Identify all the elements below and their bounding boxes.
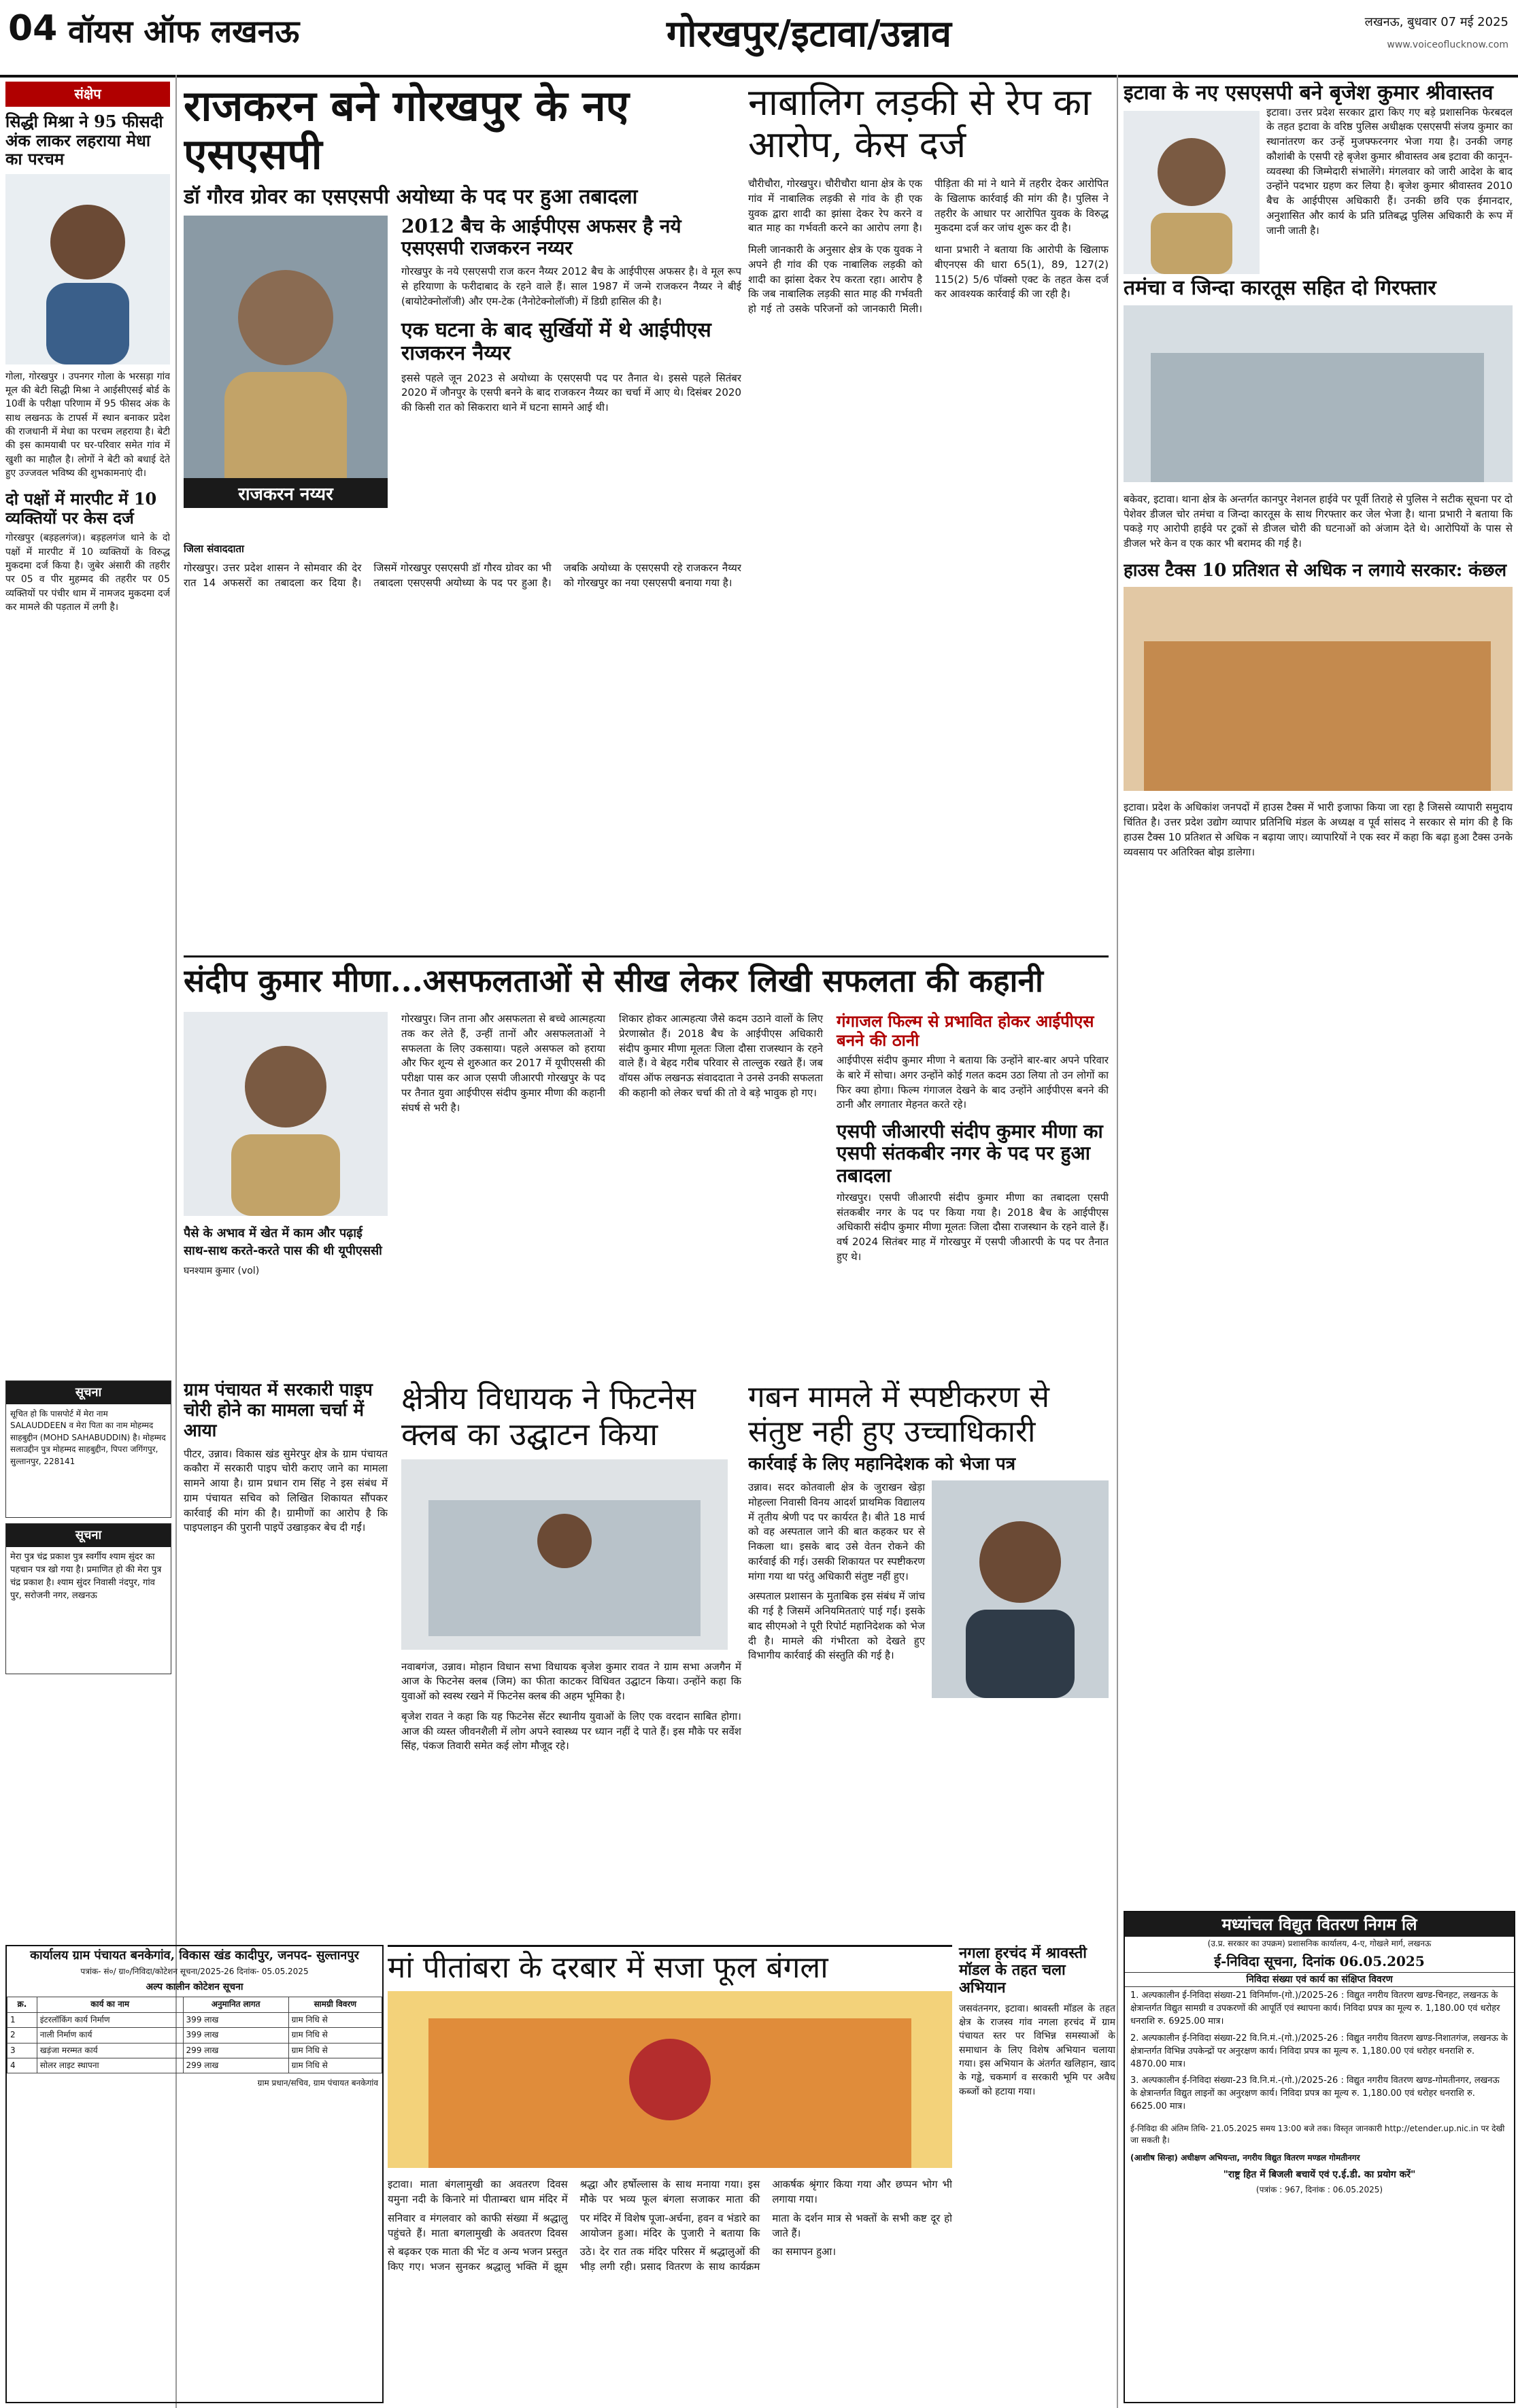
- vidyut-footer: ई-निविदा की अंतिम तिथि- 21.05.2025 समय 13:00 बजे तक। विस्तृत जानकारी http://etender.up.nic.in पर देखी जा सकती है।: [1130, 2123, 1505, 2146]
- table-cell: सोलर लाइट स्थापना: [37, 2058, 183, 2073]
- lead-body-1: गोरखपुर के नये एसएसपी राज करन नैय्यर 2012 बैच के आईपीएस अफसर है। वे मूल रूप से हरियाणा के फरीदाबाद के रहने वाले हैं। साल 1987 में जन्मे राजकरन नैय्यर ने बीई (बायोटेक्नोलॉजी) और एम-टेक (नैनोटेक्नोलॉजी) में डिग्री हासिल की है।: [401, 265, 741, 307]
- lead-sub2: 2012 बैच के आईपीएस अफसर है नये एसएसपी राजकरन नय्यर: [401, 215, 681, 260]
- etawah-headline: इटावा के नए एसएसपी बने बृजेश कुमार श्रीवास्तव: [1124, 82, 1494, 105]
- gym-photo: [401, 1459, 728, 1650]
- rape-body-2: मिली जानकारी के अनुसार क्षेत्र के एक युवक ने अपने ही गांव की एक नाबालिक लड़की को शादी का झांसा देकर रेप करता रहा। आरोप है कि जब नाबालिक लड़की सात माह की गर्भवती हो गई तो उसके परिजनों को जानकारी मिली। थाना प्रभारी ने बताया कि आरोपी के खिलाफ बीएनएस की धारा 65(1), 89, 127(2) 115(2) 5/6 पॉक्सो एक्ट के तहत केस दर्ज कर आवश्यक कार्रवाई की जा रही है।: [748, 243, 1109, 316]
- shravasti-story: [952, 1945, 1115, 2407]
- lead-body-2: इससे पहले जून 2023 से अयोध्या के एसएसपी पद पर तैनात थे। इससे पहले सितंबर 2020 में जौनपुर के एसपी बनने के बाद राजकरन नैय्यर का चर्चा में आए थे। दिसंबर 2020 की किसी रात को सिकरारा थाने में घटना सामने आई थी।: [401, 371, 741, 414]
- table-row: [7, 2043, 382, 2058]
- vidyut-title: ई-निविदा सूचना, दिनांक 06.05.2025: [1214, 1952, 1425, 1969]
- notice-box-1: [5, 1380, 171, 1518]
- vidyut-org-sub: (उ.प्र. सरकार का उपक्रम) प्रशासनिक कार्यालय, 4-ए, गोखले मार्ग, लखनऊ: [1207, 1938, 1432, 1948]
- tender-left-table: [7, 1997, 382, 2073]
- page-number: 04: [8, 8, 58, 49]
- table-cell: ग्राम निधि से: [288, 2012, 382, 2027]
- ssp-photo-caption: राजकरन नय्यर: [184, 478, 388, 508]
- gaban-body: उन्नाव। सदर कोतवाली क्षेत्र के जुराखन खेड़ा मोहल्ला निवासी विनय आदर्श प्राथमिक विद्यालय में तृतीय श्रेणी पद पर कार्यरत है। बीते 18 मार्च को वह अस्पताल जाने की बात कहकर घर से निकला था। इसके बाद उसे वेतन रोकने की कार्रवाई की गई। उसकी शिकायत पर स्पष्टीकरण मांगा गया था परंतु अधिकारी संतुष्ट नहीं हुए।: [748, 1481, 925, 1582]
- etawah-sub-photo: [1124, 305, 1513, 482]
- shravasti-headline: नगला हरचंद में श्रावस्ती मॉडल के तहत चला अभियान: [959, 1945, 1087, 1997]
- table-cell: इंटरलॉकिंग कार्य निर्माण: [37, 2012, 183, 2027]
- etawah-body: इटावा। उत्तर प्रदेश सरकार द्वारा किए गए बड़े प्रशासनिक फेरबदल के तहत इटावा के वरिष्ठ पुलिस अधीक्षक एसएसपी संजय कुमार का स्थानांतरण कर उन्हें मुजफ्फरनगर भेजा गया है। उनकी जगह कौशांबी के एसपी रहे बृजेश कुमार श्रीवास्तव अब इटावा की कानून-व्यवस्था की जिम्मेदारी संभालेंगे। मंगलवार को जारी आदेश के बाद उन्होंने पदभार ग्रहण कर लिया है। बृजेश कुमार श्रीवास्तव 2010 बैच के आईपीएस अधिकारी हैं। उनकी छवि एक ईमानदार, अनुशासित और कार्य के प्रति प्रतिबद्ध पुलिस अधिकारी के रूप में जानी जाती है।: [1266, 105, 1513, 237]
- tender-left: [5, 1945, 384, 2403]
- notice-body-2: मेरा पुत्र चंद्र प्रकाश पुत्र स्वर्गीय श्याम सुंदर का पहचान पत्र खो गया है। प्रमाणित हो की मेरा पुत्र चंद्र प्रकाश है। श्याम सुंदर निवासी नंदपुर, गांव पुर, सरोजनी नगर, लखनऊ: [10, 1552, 162, 1601]
- dateline: लखनऊ, बुधवार 07 मई 2025: [1364, 15, 1508, 29]
- vidyut-ref: (पत्रांक : 967, दिनांक : 06.05.2025): [1255, 2185, 1383, 2195]
- masthead: [0, 0, 1518, 78]
- brief-headline-2: दो पक्षों में मारपीट में 10 व्यक्तियों पर केस दर्ज: [5, 489, 157, 528]
- etawah-body-2: बकेवर, इटावा। थाना क्षेत्र के अन्तर्गत कानपुर नेशनल हाईवे पर पूर्वी तिराहे से पुलिस ने सटीक सूचना पर दो पेशेवर डीजल चोर तमंचा व जिन्दा कारतूस के साथ गिरफ्तार कर जेल भेजा है। थाना प्रभारी ने बताया कि पकड़े गए आरोपी हाईवे पर ट्रकों से डीजल चोरी की घटनाओं को अंजाम देते थे। आरोपियों के पास से डीजल भरे केन व एक कार भी बरामद की गई है।: [1124, 492, 1513, 549]
- brief-body-2: गोरखपुर (बड़हलगंज)। बड़हलगंज थाने के दो पक्षों में मारपीट में 10 व्यक्तियों के विरुद्ध मुकदमा दर्ज किया है। जुबेर अंसारी की तहरीर पर 05 व पीर मुहम्मद की तहरीर पर 05 व्यक्तियों पर पंचीर धाम में नामजद मुकदमा दर्ज कर मामले की पड़ताल में लगी है।: [5, 532, 170, 613]
- gaban-headline: गबन मामले में स्पष्टीकरण से संतुष्ट नही हुए उच्चाधिकारी: [748, 1380, 1049, 1449]
- meena-body: गोरखपुर। जिन ताना और असफलता से बच्चे आत्महत्या तक कर लेते हैं, उन्हीं तानों और असफलताओं ने सफलता के लिए उकसाया। पहले असफल को हराया और फिर शून्य से शुरुआत कर 2017 में यूपीएससी की परीक्षा पास कर आज एसपी जीआरपी गोरखपुर के पद पर तैनात युवा आईपीएस संदीप कुमार मीणा की कहानी संघर्ष से भरी है।: [401, 1013, 605, 1114]
- notice-title-2: सूचना: [6, 1524, 171, 1547]
- lead-story: [184, 82, 741, 952]
- table-cell: 299 लाख: [183, 2058, 288, 2073]
- table-cell: ग्राम निधि से: [288, 2043, 382, 2058]
- table-cell: 1: [7, 2012, 37, 2027]
- etawah-sub2-photo: [1124, 587, 1513, 791]
- section-title: गोरखपुर/इटावा/उन्नाव: [667, 12, 951, 55]
- vidyut-item: 2. अल्पकालीन ई-निविदा संख्या-22 वि.नि.मं.-(गो.)/2025-26 : विद्युत नगरीय वितरण खण्ड-निशातगंज, लखनऊ के क्षेत्रान्तर्गत विभिन्न उपकेन्द्रों पर अनुरक्षण कार्य। निविदा प्रपत्र का मूल्य रु. 1,180.00 एवं धरोहर धनराशि रु. 4870.00 मात्र।: [1130, 2033, 1508, 2069]
- tender-left-notice: अल्प कालीन कोटेशन सूचना: [146, 1982, 243, 1993]
- lead-sub3: एक घटना के बाद सुर्खियों में थे आईपीएस राजकरन नैय्यर: [401, 318, 711, 366]
- brief-column: [5, 82, 170, 1149]
- etawah-body-3: इटावा। प्रदेश के अधिकांश जनपदों में हाउस टैक्स में भारी इजाफा किया जा रहा है जिससे व्यापारी समुदाय चिंतित है। उत्तर प्रदेश उद्योग व्यापार प्रतिनिधि मंडल के अध्यक्ष व पूर्व सांसद ने सरकार से मांग की है कि हाउस टैक्स 10 प्रतिशत से अधिक न बढ़ाया जाए। व्यापारियों ने एक स्वर में कहा कि बढ़ा हुआ टैक्स उनके व्यवसाय पर अतिरिक्त बोझ डालेगा।: [1124, 801, 1513, 858]
- table-row: [7, 2058, 382, 2073]
- meena-body-4: गोरखपुर। एसपी जीआरपी संदीप कुमार मीणा का तबादला एसपी संतकबीर नगर के पद पर किया गया है। 2018 बैच के आईपीएस अधिकारी संदीप कुमार मीणा मूलतः जिला दौसा राजस्थान के रहने वाले हैं। वर्ष 2024 सितंबर माह में गोरखपुर में एसपी जीआरपी के पद पर तैनात हुए थे।: [837, 1191, 1109, 1263]
- table-cell: 299 लाख: [183, 2043, 288, 2058]
- shravasti-body: जसवंतनगर, इटावा। श्रावस्ती मॉडल के तहत क्षेत्र के राजस्व गांव नगला हरचंद में ग्राम पंचायत स्तर पर विभिन्न समस्याओं के समाधान के लिए विशेष अभियान चलाया गया। इस अभियान के अंतर्गत खलिहान, खाद के गड्ढे, चकमार्ग व सरकारी भूमि पर अवैध कब्जों को हटाया गया।: [959, 2003, 1115, 2097]
- rape-body: चौरीचौरा, गोरखपुर। चौरीचौरा थाना क्षेत्र के एक गांव में नाबालिक लड़की से गांव के ही एक युवक द्वारा शादी का झांसा देकर रेप करने व बात माह का गर्भवती करने का आरोप लगा है। पीड़िता की मां ने थाने में तहरीर देकर आरोपित के खिलाफ कार्रवाई की मांग की है। पुलिस ने तहरीर के आधार पर आरोपित युवक के विरुद्ध मुकदमा दर्ज कर जांच शुरू कर दी है।: [748, 177, 1109, 235]
- table-cell: ग्राम निधि से: [288, 2058, 382, 2073]
- notice-box-2: [5, 1523, 171, 1674]
- rape-story: [748, 82, 1109, 952]
- table-cell: ग्राम निधि से: [288, 2028, 382, 2043]
- gaban-photo: [932, 1480, 1109, 1698]
- pitambara-photo: [388, 1991, 952, 2168]
- vidyut-tender: [1124, 1911, 1515, 2403]
- vidyut-slogan: "राष्ट्र हित में बिजली बचायें एवं ए.ई.डी. का प्रयोग करें": [1223, 2169, 1416, 2181]
- lead-subhead: डॉ गौरव ग्रोवर का एसएसपी अयोध्या के पद पर हुआ तबादला: [184, 184, 638, 209]
- table-header: क्र.: [7, 1997, 37, 2012]
- brief-label: संक्षेप: [5, 82, 170, 107]
- lead-headline: राजकरन बने गोरखपुर के नए एसएसपी: [184, 82, 629, 180]
- gram-headline: ग्राम पंचायत में सरकारी पाइप चोरी होने का मामला चर्चा में आया: [184, 1380, 373, 1441]
- table-header: अनुमानित लागत: [183, 1997, 288, 2012]
- rape-headline: नाबालिग लड़की से रेप का आरोप, केस दर्ज: [748, 82, 1092, 167]
- etawah-sub: तमंचा व जिन्दा कारतूस सहित दो गिरफ्तार: [1124, 275, 1436, 300]
- pitambara-body-2: सनिवार व मंगलवार को काफी संख्या में श्रद्धालु पहुंचते हैं। माता बगलामुखी के अवतरण दिवस पर मंदिर में विशेष पूजा-अर्चना, हवन व भंडारे का आयोजन हुआ। मंदिर के पुजारी ने बताया कि माता के दर्शन मात्र से भक्तों के सभी कष्ट दूर हो जाते हैं।: [388, 2211, 952, 2239]
- pitambara-body: इटावा। माता बंगलामुखी का अवतरण दिवस यमुना नदी के किनारे मां पीताम्बरा धाम मंदिर में श्रद्धा और हर्षोल्लास के साथ मनाया गया। इस मौके पर भव्य फूल बंगला सजाकर माता की आकर्षक श्रृंगार किया गया और छप्पन भोग भी लगाया गया।: [388, 2178, 952, 2206]
- ssp-photo: [184, 216, 388, 508]
- table-cell: 3: [7, 2043, 37, 2058]
- gaban-story: [748, 1380, 1109, 1938]
- student-photo-graphic: [5, 174, 170, 364]
- gym-body-2: बृजेश रावत ने कहा कि यह फिटनेस सेंटर स्थानीय युवाओं के लिए एक वरदान साबित होगा। आज की व्यस्त जीवनशैली में लोग अपने स्वास्थ्य पर ध्यान नहीं दे पाते हैं। इस मौके पर सर्वेश सिंह, पंकज तिवारी समेत कई लोग मौजूद रहे।: [401, 1710, 741, 1752]
- table-cell: 399 लाख: [183, 2028, 288, 2043]
- brief-headline: सिद्धी मिश्रा ने 95 फीसदी अंक लाकर लहराया मेधा का परचम: [5, 112, 163, 169]
- brief-body: गोला, गोरखपुर । उपनगर गोला के भरसड़ा गांव मूल की बेटी सिद्धी मिश्रा ने आईसीएसई बोर्ड के 10वीं के परीक्षा परिणाम में 95 फीसद अंक के साथ लखनऊ के टापर्स में स्थान बनाकर प्रदेश की राजधानी में मेधा का परचम लहराया है। बेटी की इस कामयाबी पर घर-परिवार समेत गांव में खुशी का माहौल है। लोगों ने बेटी को बधाई देते हुए उज्जवल भविष्य की शुभकामनाएं दी।: [5, 371, 170, 479]
- student-photo: [5, 174, 170, 364]
- lead-byline: जिला संवाददाता: [184, 543, 244, 556]
- gram-body: पीटर, उन्नाव। विकास खंड सुमेरपुर क्षेत्र के ग्राम पंचायत ककौरा में सरकारी पाइप चोरी कराए जाने का मामला सामने आया है। ग्राम प्रधान राम सिंह ने इस संबंध में ग्राम पंचायत सचिव को लिखित शिकायत सौंपकर कार्रवाई की मांग की है। ग्रामीणों का आरोप है कि पाइपलाइन की पुरानी पाइपें उखाड़कर बेच दी गईं।: [184, 1447, 388, 1534]
- notice-body: सूचित हो कि पासपोर्ट में मेरा नाम SALAUDDEEN व मेरा पिता का नाम मोहम्मद साहबुद्दीन (MOHD SAHABUDDIN) है। मोहम्मद सलाउद्दीन पुत्र मोहम्मद साहबुद्दीन, पिपरा जगिंगपुर, सुल्तानपुर, 228141: [10, 1409, 166, 1466]
- notice-title: सूचना: [6, 1381, 171, 1404]
- table-cell: 399 लाख: [183, 2012, 288, 2027]
- table-cell: नाली निर्माण कार्य: [37, 2028, 183, 2043]
- gaban-subhead: कार्रवाई के लिए महानिदेशक को भेजा पत्र: [748, 1454, 1016, 1475]
- gram-story: [184, 1380, 388, 1938]
- meena-photo-caption: पैसे के अभाव में खेत में काम और पढ़ाई साथ-साथ करते-करते पास की थी यूपीएससी: [184, 1225, 382, 1258]
- vidyut-org: मध्यांचल विद्युत वितरण निगम लि: [1125, 1912, 1514, 1937]
- table-row: [7, 2012, 382, 2027]
- column-divider: [1117, 75, 1118, 2408]
- pitambara-headline: मां पीतांबरा के दरबार में सजा फूल बंगला: [388, 1950, 828, 1985]
- pitambara-body-3: से बढ़कर एक माता की भेंट व अन्य भजन प्रस्तुत किए गए। भजन सुनकर श्रद्धालु भक्ति में झूम उठे। देर रात तक मंदिर परिसर में श्रद्धालुओं की भीड़ लगी रही। प्रसाद वितरण के साथ कार्यक्रम का समापन हुआ।: [388, 2245, 837, 2273]
- meena-body-3: आईपीएस संदीप कुमार मीणा ने बताया कि उन्होंने बार-बार अपने परिवार के बारे में सोचा। अगर उन्होंने कोई गलत कदम उठा लिया तो उन लोगों का फिर क्या होगा। फिल्म गंगाजल देखने के बाद उन्होंने आईपीएस बनने की ठानी और लगातार मेहनत करते रहे।: [837, 1054, 1109, 1111]
- tender-left-subtitle: पत्रांक- सं०/ ग्रा०/निविदा/कोटेशन सूचना/2025-26 दिनांक- 05.05.2025: [80, 1966, 309, 1976]
- meena-sub: गंगाजल फिल्म से प्रभावित होकर आईपीएस बनने की ठानी: [837, 1011, 1094, 1050]
- table-row: [7, 2028, 382, 2043]
- etawah-photo: [1124, 111, 1260, 274]
- lead-body-3: गोरखपुर। उत्तर प्रदेश शासन ने सोमवार की देर रात 14 अफसरों का तबादला कर दिया है। जिसमें गोरखपुर एसएसपी डॉ गौरव ग्रोवर का भी तबादला एसएसपी अयोध्या के पद पर हुआ है। जबकि अयोध्या के एसएसपी रहे राजकरन नैय्यर को गोरखपुर का नया एसएसपी बनाया गया है।: [184, 561, 741, 589]
- table-header: सामग्री विवरण: [288, 1997, 382, 2012]
- website: www.voiceoflucknow.com: [1387, 39, 1508, 50]
- vidyut-sign: (आशीष सिन्हा) अधीक्षण अभियन्ता, नगरीय विद्युत वितरण मण्डल गोमतीनगर: [1130, 2152, 1360, 2163]
- meena-photo: [184, 1012, 388, 1216]
- paper-name: वॉयस ऑफ लखनऊ: [68, 13, 300, 50]
- tender-left-title: कार्यालय ग्राम पंचायत बनकेगांव, विकास खंड कादीपुर, जनपद- सुल्तानपुर: [30, 1948, 359, 1963]
- table-cell: 2: [7, 2028, 37, 2043]
- vidyut-item: 1. अल्पकालीन ई-निविदा संख्या-21 विनिर्माण-(गो.)/2025-26 : विद्युत नगरीय वितरण खण्ड-चिनहट, लखनऊ के क्षेत्रान्तर्गत विद्युत सामग्री व उपकरणों की आपूर्ति एवं स्थापना कार्य। निविदा प्रपत्र का मूल्य रु. 1,180.00 एवं धरोहर धनराशि रु. 6925.00 मात्र।: [1130, 1990, 1500, 2027]
- gym-story: [401, 1380, 741, 1938]
- meena-body-2: शिकार होकर आत्महत्या जैसे कदम उठाने वालों के लिए प्रेरणास्रोत हैं। 2018 बैच के आईपीएस अधिकारी संदीप कुमार मीणा मूलतः जिला दौसा राजस्थान के रहने वाले हैं। वे बेहद गरीब परिवार से ताल्लुक रखते हैं। जब वॉयस ऑफ लखनऊ संवाददाता ने उनसे उनकी सफलता की कहानी को लेकर चर्चा की तो वे बड़े भावुक हो गए।: [619, 1013, 823, 1099]
- table-cell: खड़ंजा मरम्मत कार्य: [37, 2043, 183, 2058]
- pitambara-story: [388, 1945, 952, 2408]
- tender-left-footer: ग्राम प्रधान/सचिव, ग्राम पंचायत बनकेगांव: [257, 2078, 378, 2088]
- table-cell: 4: [7, 2058, 37, 2073]
- etawah-column: [1124, 82, 1513, 1904]
- vidyut-items: [1125, 1987, 1514, 2120]
- gaban-body-2: अस्पताल प्रशासन के मुताबिक इस संबंध में जांच की गई है जिसमें अनियमितताएं पाई गईं। इसके बाद सीएमओ ने पूरी रिपोर्ट महानिदेशक को भेज दी है। मामले की गंभीरता को देखते हुए विभागीय कार्रवाई की संस्तुति की गई है।: [748, 1590, 925, 1662]
- vidyut-subtitle: निविदा संख्या एवं कार्य का संक्षिप्त विवरण: [1125, 1972, 1514, 1987]
- table-header: कार्य का नाम: [37, 1997, 183, 2012]
- etawah-sub2: हाउस टैक्स 10 प्रतिशत से अधिक न लगाये सरकार: कंछल: [1124, 560, 1507, 581]
- vidyut-item: 3. अल्पकालीन ई-निविदा संख्या-23 वि.नि.मं.-(गो.)/2025-26 : विद्युत नगरीय वितरण खण्ड-गोमतीनगर, लखनऊ के क्षेत्रान्तर्गत विद्युत लाइनों का अनुरक्षण कार्य। निविदा प्रपत्र का मूल्य रु. 1,180.00 एवं धरोहर धनराशि रु. 6625.00 मात्र।: [1130, 2075, 1500, 2112]
- meena-byline: घनश्याम कुमार (vol): [184, 1265, 260, 1276]
- gym-headline: क्षेत्रीय विधायक ने फिटनेस क्लब का उद्घाटन किया: [401, 1380, 696, 1453]
- ssp-photo-graphic: [184, 216, 388, 508]
- meena-headline: संदीप कुमार मीणा...असफलताओं से सीख लेकर लिखी सफलता की कहानी: [184, 962, 1043, 999]
- meena-story: [184, 955, 1109, 1379]
- meena-sub2: एसपी जीआरपी संदीप कुमार मीणा का एसपी संतकबीर नगर के पद पर हुआ तबादला: [837, 1120, 1103, 1187]
- gym-body: नवाबगंज, उन्नाव। मोहान विधान सभा विधायक बृजेश कुमार रावत ने ग्राम सभा अजगैन में आज के फिटनेस क्लब (जिम) का फीता काटकर विधिवत उद्घाटन किया। उन्होंने कहा कि युवाओं को स्वस्थ रखने में फिटनेस क्लब की अहम भूमिका है।: [401, 1660, 741, 1703]
